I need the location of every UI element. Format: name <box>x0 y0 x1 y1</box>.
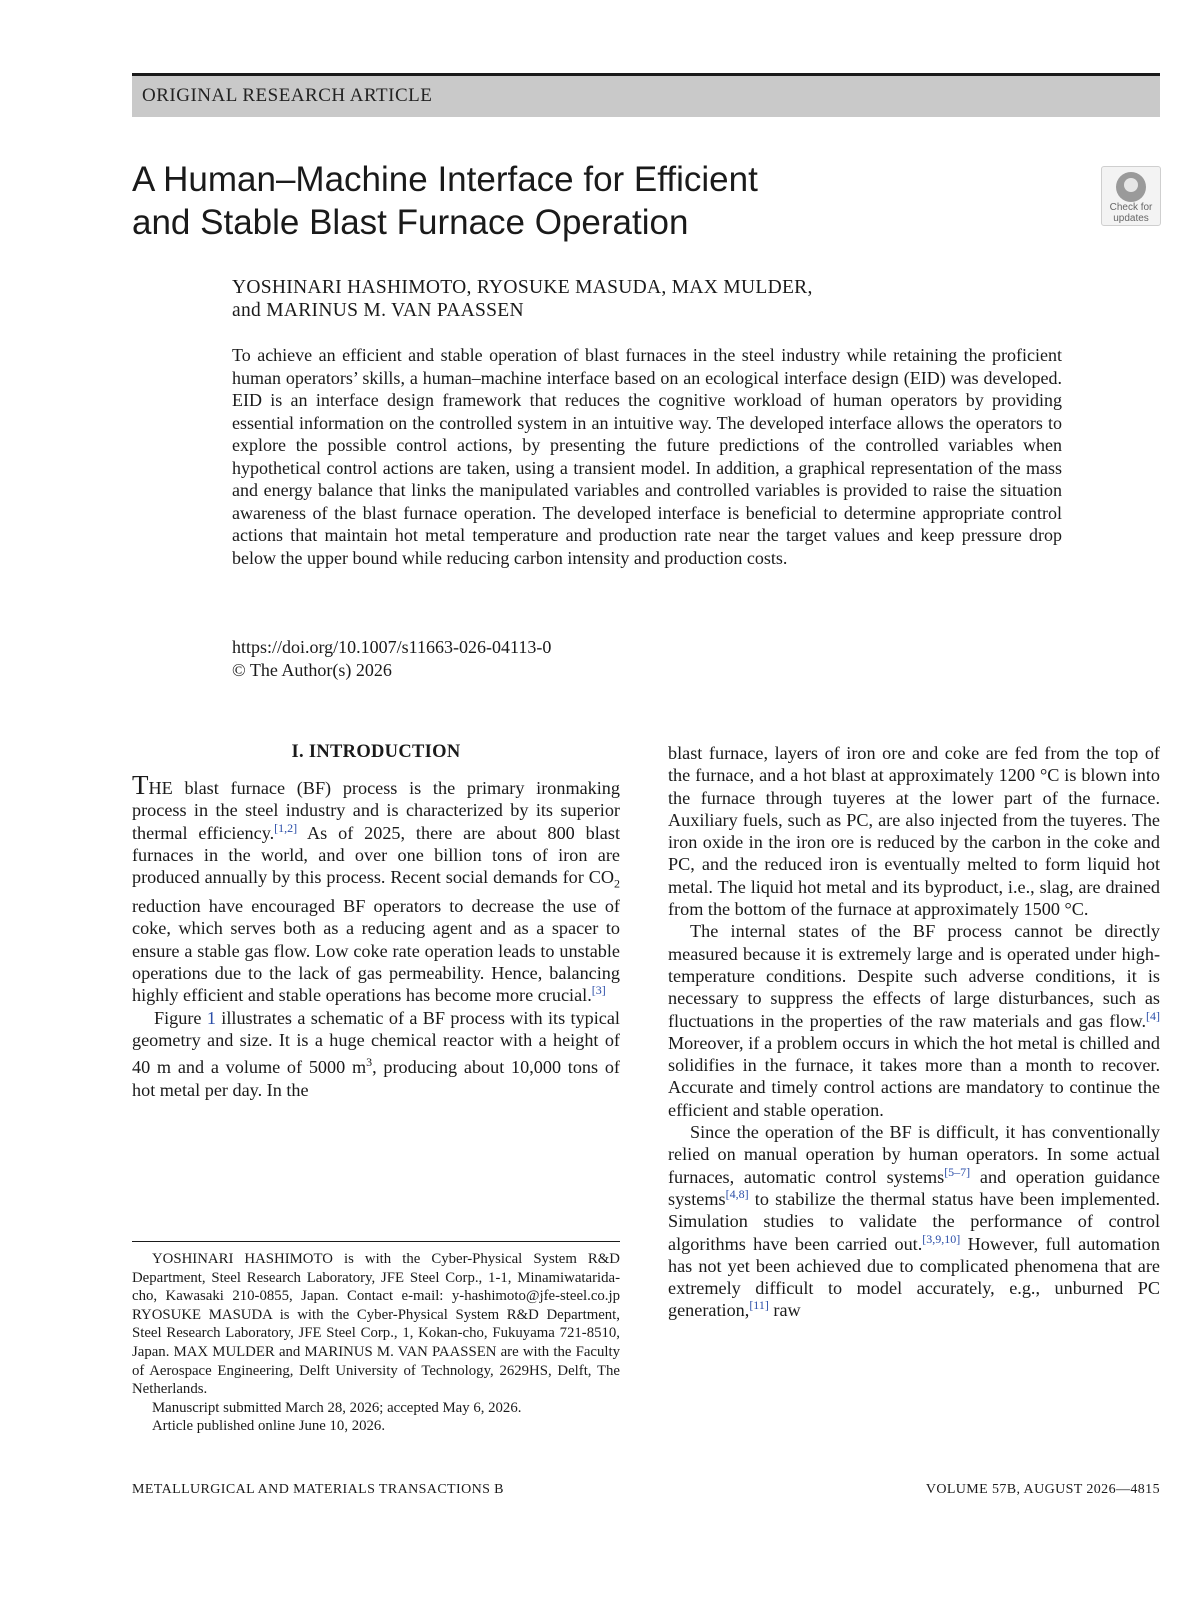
intro-p2-text-c: , producing about 10,000 tons of hot metal per day. In the <box>132 1057 620 1100</box>
right-p3-text-b: and operation guidance systems <box>668 1166 1160 1209</box>
right-p3-text-c: to stabilize the thermal status have been implemented. Simulation studies to validate the performance of control algorithms have been carried out. <box>668 1188 1160 1254</box>
footnote <box>132 1250 620 1436</box>
title-line-2: and Stable Blast Furnace Operation <box>132 203 689 242</box>
copyright: © The Author(s) 2026 <box>232 660 392 680</box>
right-p3-text-e: raw <box>768 1300 801 1321</box>
right-p3-text-d: However, full automation has not yet been achieved due to complicated phenomena that are extremely difficult to model accurately, e.g., unburned PC generation, <box>668 1233 1160 1321</box>
intro-paragraph-1 <box>132 770 620 1007</box>
citation-ref[interactable]: [5–7] <box>944 1164 971 1179</box>
footnote-rule <box>132 1241 620 1242</box>
citation-ref[interactable]: [4,8] <box>725 1186 749 1201</box>
subscript-2: 2 <box>614 876 620 891</box>
doi-block <box>232 636 551 682</box>
journal-name-footer: METALLURGICAL AND MATERIALS TRANSACTIONS B <box>132 1482 504 1497</box>
abstract: To achieve an efficient and stable operation of blast furnaces in the steel industry while retaining the proficient human operators’ skills, a human–machine interface based on an ecological interface design (EID) was developed. EID is an interface design framework that reduces the cognitive workload of human operators by providing essential information on the controlled system in an intuitive way. The developed interface allows the operators to explore the possible control actions, by presenting the future predictions of the controlled variables when hypothetical control actions are taken, using a transient model. In addition, a graphical representation of the mass and energy balance that links the manipulated variables and controlled variables is provided to raise the situation awareness of the blast furnace operation. The developed interface is beneficial to determine appropriate control actions that maintain hot metal temperature and production rate near the target values and keep pressure drop below the upper bound while reducing carbon intensity and production costs. <box>232 345 1062 568</box>
footnote-affiliations: YOSHINARI HASHIMOTO is with the Cyber-Physical System R&D Department, Steel Research Laboratory, JFE Steel Corp., 1-1, Minamiwatarida-cho, Kawasaki 210-0855, Japan. Contact e-mail: y-hashimoto@jfe-steel.co.jp RYOSUKE MASUDA is with the Cyber-Physical System R&D Department, Steel Research Laboratory, JFE Steel Corp., 1, Kokan-cho, Fukuyama 721-8510, Japan. MAX MULDER and MARINUS M. VAN PAASSEN are with the Faculty of Aerospace Engineering, Delft University of Technology, 2629HS, Delft, The Netherlands. <box>132 1251 620 1398</box>
left-column <box>132 770 620 1101</box>
intro-p1-text-c: reduction have encouraged BF operators to decrease the use of coke, which serves both as a reducing agent and as a spacer to ensure a stable gas flow. Low coke rate operation leads to unstable operations due to the lack of gas permeability. Hence, balancing highly efficient and stable operations has become more crucial. <box>132 896 620 1006</box>
intro-p2-text-b: illustrates a schematic of a BF process with its typical geometry and size. It is a huge chemical reactor with a height of 40 m and a volume of 5000 m <box>132 1007 620 1078</box>
intro-p2-text-a: Figure <box>154 1007 207 1028</box>
badge-text-2: updates <box>1113 213 1149 224</box>
authors-line-2: and MARINUS M. VAN PAASSEN <box>232 300 524 321</box>
right-p2-text-a: The internal states of the BF process cannot be directly measured because it is extremely large and is operated under high-temperature conditions. Despite such adverse conditions, it is necessary to suppress the effects of large disturbances, such as fluctuations in the properties of the raw materials and gas flow. <box>668 921 1160 1031</box>
title-line-1: A Human–Machine Interface for Efficient <box>132 160 758 199</box>
citation-ref[interactable]: [3] <box>591 983 606 998</box>
figure-ref-link[interactable]: 1 <box>206 1007 216 1028</box>
section-heading-introduction: I. INTRODUCTION <box>291 742 461 762</box>
footnote-published: Article published online June 10, 2026. <box>152 1418 386 1435</box>
right-paragraph-1: blast furnace, layers of iron ore and coke are fed from the top of the furnace, and a hot blast at approximately 1200 °C is blown into the furnace through tuyeres at the lower part of the furnace. Auxiliary fuels, such as PC, are also injected from the tuyeres. The iron oxide in the iron ore is reduced by the carbon in the coke and PC, and the reduced iron is eventually melted to form liquid hot metal. The liquid hot metal and its byproduct, i.e., slag, are drained from the bottom of the furnace at approximately 1500 °C. <box>668 743 1160 920</box>
right-paragraph-2 <box>668 920 1160 1121</box>
check-for-updates-badge[interactable] <box>1101 166 1161 226</box>
footnote-submitted: Manuscript submitted March 28, 2026; accepted May 6, 2026. <box>152 1399 522 1416</box>
intro-p1-text-a: HE blast furnace (BF) process is the primary ironmaking process in the steel industry and is characterized by its superior thermal efficiency. <box>132 778 620 843</box>
citation-ref[interactable]: [1,2] <box>274 820 298 835</box>
right-column <box>668 742 1160 1322</box>
author-list <box>232 276 932 322</box>
bookmark-circle-icon <box>1116 172 1146 202</box>
superscript-3: 3 <box>366 1055 373 1070</box>
citation-ref[interactable]: [4] <box>1146 1008 1160 1023</box>
intro-paragraph-2 <box>132 1007 620 1101</box>
right-p3-text-a: Since the operation of the BF is difficult, it has conventionally relied on manual operation by human operators. In some actual furnaces, automatic control systems <box>668 1122 1160 1187</box>
citation-ref[interactable]: [11] <box>749 1298 769 1313</box>
badge-text-1: Check for <box>1109 202 1153 213</box>
volume-page-footer: VOLUME 57B, AUGUST 2026—4815 <box>925 1482 1160 1497</box>
article-type-label: ORIGINAL RESEARCH ARTICLE <box>142 85 433 106</box>
right-paragraph-3 <box>668 1121 1160 1322</box>
authors-line-1: YOSHINARI HASHIMOTO, RYOSUKE MASUDA, MAX MULDER, <box>232 277 813 298</box>
intro-p1-text-b: As of 2025, there are about 800 blast furnaces in the world, and over one billion tons of iron are produced annually by this process. Recent social demands for CO <box>132 822 620 888</box>
article-title <box>132 158 892 244</box>
right-p2-text-b: Moreover, if a problem occurs in which the hot metal is chilled and solidifies in the furnace, it takes more than a month to recover. Accurate and timely control actions are mandatory to continue the efficient and stable operation. <box>668 1032 1160 1120</box>
citation-ref[interactable]: [3,9,10] <box>922 1231 961 1246</box>
doi-link[interactable]: https://doi.org/10.1007/s11663-026-04113-0 <box>232 637 552 657</box>
drop-cap: T <box>132 770 149 800</box>
